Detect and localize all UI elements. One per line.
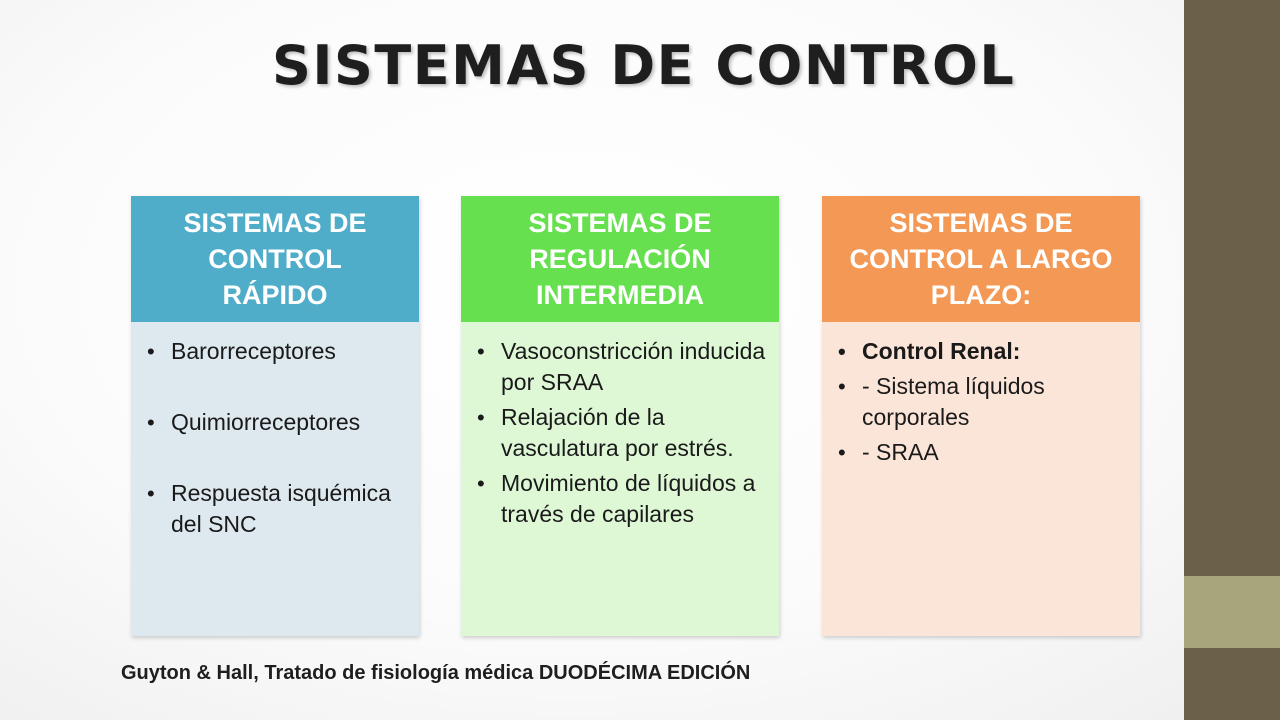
column-header xyxy=(461,196,779,322)
list-item: • Control Renal: xyxy=(836,336,1130,367)
column-header xyxy=(131,196,419,322)
list-item: • Quimiorreceptores xyxy=(145,407,409,438)
column-body xyxy=(822,322,1140,636)
side-bar-top xyxy=(1184,0,1280,576)
column-control-largo-plazo xyxy=(822,196,1140,636)
list-item: • Respuesta isquémica del SNC xyxy=(145,478,409,540)
side-bar-accent xyxy=(1184,576,1280,648)
citation: Guyton & Hall, Tratado de fisiología médica DUODÉCIMA EDICIÓN xyxy=(121,662,751,684)
header-line: SISTEMAS DE xyxy=(183,208,367,238)
header-line: PLAZO: xyxy=(930,280,1032,310)
list-item: • Vasoconstricción inducida por SRAA xyxy=(475,336,769,398)
header-line: CONTROL A LARGO xyxy=(849,244,1113,274)
header-line: INTERMEDIA xyxy=(536,280,704,310)
header-line: RÁPIDO xyxy=(222,280,328,310)
side-bar-bottom xyxy=(1184,648,1280,720)
column-regulacion-intermedia xyxy=(461,196,779,636)
column-control-rapido xyxy=(131,196,419,636)
column-body xyxy=(461,322,779,636)
header-line: REGULACIÓN xyxy=(529,244,711,274)
header-line: SISTEMAS DE xyxy=(889,208,1073,238)
column-header xyxy=(822,196,1140,322)
list-item: • Movimiento de líquidos a través de capilares xyxy=(475,468,769,530)
list-item: • Barorreceptores xyxy=(145,336,409,367)
header-line: CONTROL xyxy=(208,244,342,274)
list-item: • - Sistema líquidos corporales xyxy=(836,371,1130,433)
list-item: • Relajación de la vasculatura por estrés. xyxy=(475,402,769,464)
column-body xyxy=(131,322,419,636)
slide-title: SISTEMAS DE CONTROL xyxy=(272,34,1016,97)
list-item: • - SRAA xyxy=(836,437,1130,468)
header-line: SISTEMAS DE xyxy=(528,208,712,238)
